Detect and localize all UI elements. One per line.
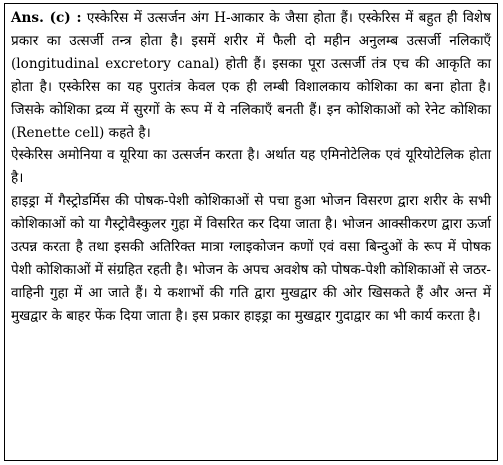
answer-paragraph-3: हाइड्रा में गैस्ट्रोडर्मिस की पोषक-पेशी कोशिकाओं से पचा हुआ भोजन विसरण द्वारा शरीर के सभी कोशिकाओं को या गैस्ट्रोवैस्कुलर गुहा में विसरित कर दिया जाता है। भोजन आक्सीकरण द्वारा ऊर्जा उत्पन्न करता है तथा इसकी अतिरिक्त मात्रा ग्लाइकोजन कणों एवं वसा बिन्दुओं के रूप में पोषक पेशी कोशिकाओं में संग्रहित रहती है। भोजन के अपच अवशेष को पोषक-पेशी कोशिकाओं से जठर-वाहिनी गुहा में आ जाते हैं। ये कशाभों की गति द्वारा मुखद्वार की ओर खिसकते हैं और अन्त में मुखद्वार के बाहर फेंक दिया जाता है। इस प्रकार हाइड्रा का मुखद्वार गुदाद्वार का भी कार्य करता है। [11, 193, 491, 324]
answer-paragraph-1-text: एस्केरिस में उत्सर्जन अंग H-आकार के जैसा होता हैं। एस्केरिस में बहुत ही विशेष प्रकार का उत्सर्जी तन्त्र होता है। इसमें शरीर में फैली दो महीन अनुलम्ब उत्सर्जी नलिकाएँ (longitudinal excretory canal) होती हैं। इसका पूरा उत्सर्जी तंत्र एच की आकृति का होता है। एस्केरिस का यह पुरातंत्र केवल एक ही लम्बी विशालकाय कोशिका का बना होता है। जिसके कोशिका द्रव्य में सुरगों के रूप में ये नलिकाएँ बनती हैं। इन कोशिकाओं को रेनेट कोशिका (Renette cell) कहते है। [11, 10, 491, 141]
answer-paragraph-1 [11, 7, 491, 144]
answer-label: Ans. (c) : [11, 10, 82, 26]
answer-paragraph-2: ऐस्केरिस अमोनिया व यूरिया का उत्सर्जन करता है। अर्थात यह एमिनोटेलिक एवं यूरियोटेलिक होता है। [11, 147, 491, 187]
answer-box [4, 3, 498, 461]
